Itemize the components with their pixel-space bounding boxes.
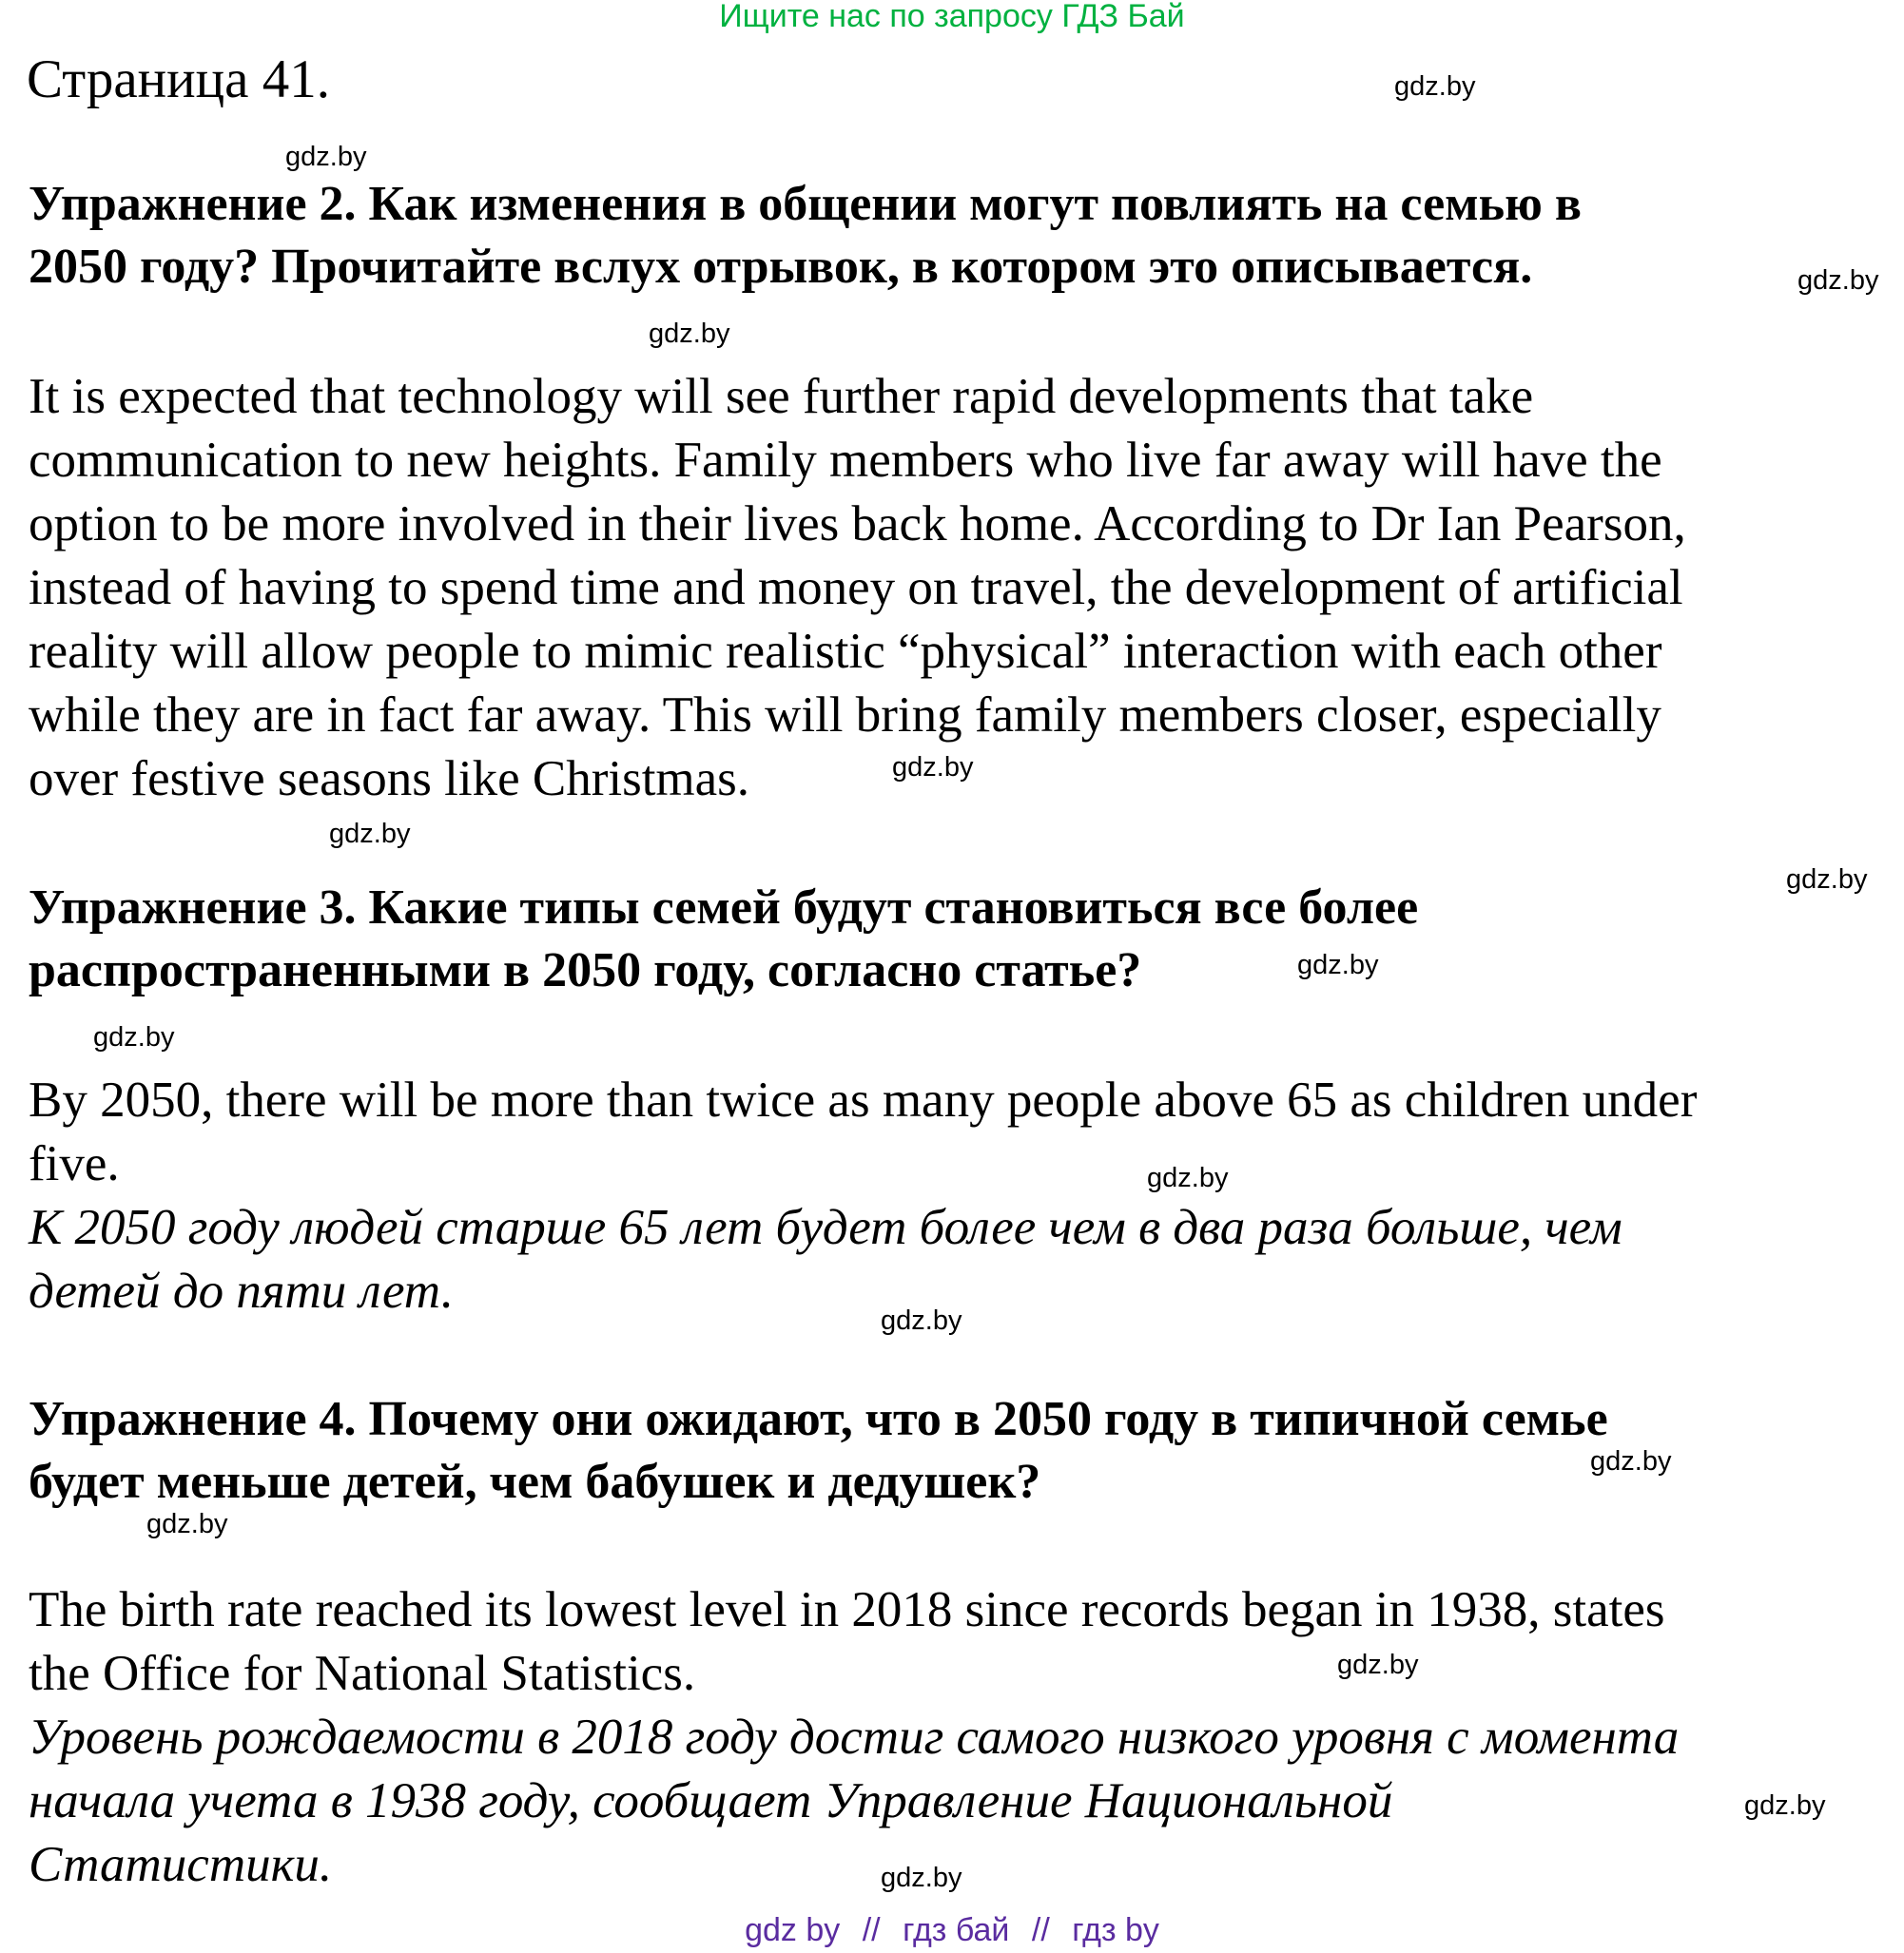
exercise-2-text [29, 365, 1893, 811]
watermark: gdz.by [1337, 1650, 1419, 1680]
page-label: Страница 41. [27, 49, 330, 109]
text-line: over festive seasons like Christmas. [29, 751, 750, 806]
translation-line: Статистики. [29, 1837, 333, 1892]
text-line: instead of having to spend time and money on travel, the development of artificial [29, 560, 1683, 615]
heading-line: Упражнение 4. Почему они ожидают, что в 2050 году в типичной семье [29, 1392, 1608, 1446]
heading-line: 2050 году? Прочитайте вслух отрывок, в котором это описывается. [29, 240, 1533, 294]
text-line: while they are in fact far away. This will bring family members closer, especially [29, 687, 1661, 743]
heading-line: распространенными в 2050 году, согласно статье? [29, 943, 1142, 997]
watermark: gdz.by [93, 1022, 175, 1053]
watermark: gdz.by [1590, 1446, 1672, 1477]
watermark: gdz.by [1297, 950, 1379, 980]
watermark: gdz.by [881, 1863, 962, 1893]
heading-line: Упражнение 2. Как изменения в общении могут повлиять на семью в [29, 177, 1582, 231]
translation-line: начала учета в 1938 году, сообщает Управление Национальной [29, 1773, 1393, 1828]
watermark: gdz.by [1797, 265, 1879, 296]
watermark: gdz.by [146, 1509, 228, 1539]
link-gdz-bai[interactable]: гдз бай [903, 1912, 1010, 1948]
text-line: five. [29, 1136, 120, 1191]
text-line: reality will allow people to mimic realistic “physical” interaction with each other [29, 624, 1662, 679]
text-line: By 2050, there will be more than twice as many people above 65 as children under [29, 1073, 1698, 1128]
separator: // [862, 1912, 881, 1948]
link-gdz-by[interactable]: gdz by [745, 1912, 841, 1948]
text-line: The birth rate reached its lowest level in 2018 since records began in 1938, states [29, 1582, 1665, 1637]
watermark: gdz.by [649, 319, 730, 349]
watermark: gdz.by [1147, 1163, 1229, 1193]
watermark: gdz.by [1394, 71, 1476, 102]
link-gdz-by-cyr[interactable]: гдз by [1072, 1912, 1159, 1948]
exercise-4-text [29, 1578, 1893, 1706]
watermark: gdz.by [892, 752, 974, 783]
translation-line: Уровень рождаемости в 2018 году достиг самого низкого уровня с момента [29, 1710, 1680, 1765]
separator: // [1031, 1912, 1050, 1948]
text-line: option to be more involved in their lives back home. According to Dr Ian Pearson, [29, 496, 1686, 551]
text-line: communication to new heights. Family members who live far away will have the [29, 433, 1662, 488]
text-line: the Office for National Statistics. [29, 1646, 696, 1701]
heading-line: Упражнение 3. Какие типы семей будут становиться все более [29, 880, 1419, 935]
watermark: gdz.by [881, 1305, 962, 1336]
watermark: gdz.by [285, 142, 367, 172]
top-banner: Ищите нас по запросу ГДЗ Бай [719, 0, 1185, 34]
exercise-3-text [29, 1069, 1893, 1196]
watermark: gdz.by [1786, 864, 1868, 895]
watermark: gdz.by [329, 819, 411, 849]
exercise-3-translation [29, 1196, 1893, 1324]
translation-line: К 2050 году людей старше 65 лет будет более чем в два раза больше, чем [29, 1200, 1622, 1255]
exercise-3-heading [29, 877, 1893, 1002]
exercise-2-heading [29, 173, 1893, 299]
watermark: gdz.by [1744, 1790, 1826, 1821]
heading-line: будет меньше детей, чем бабушек и дедушек? [29, 1455, 1041, 1509]
text-line: It is expected that technology will see further rapid developments that take [29, 369, 1534, 424]
translation-line: детей до пяти лет. [29, 1264, 454, 1319]
bottom-links [0, 1911, 1904, 1949]
